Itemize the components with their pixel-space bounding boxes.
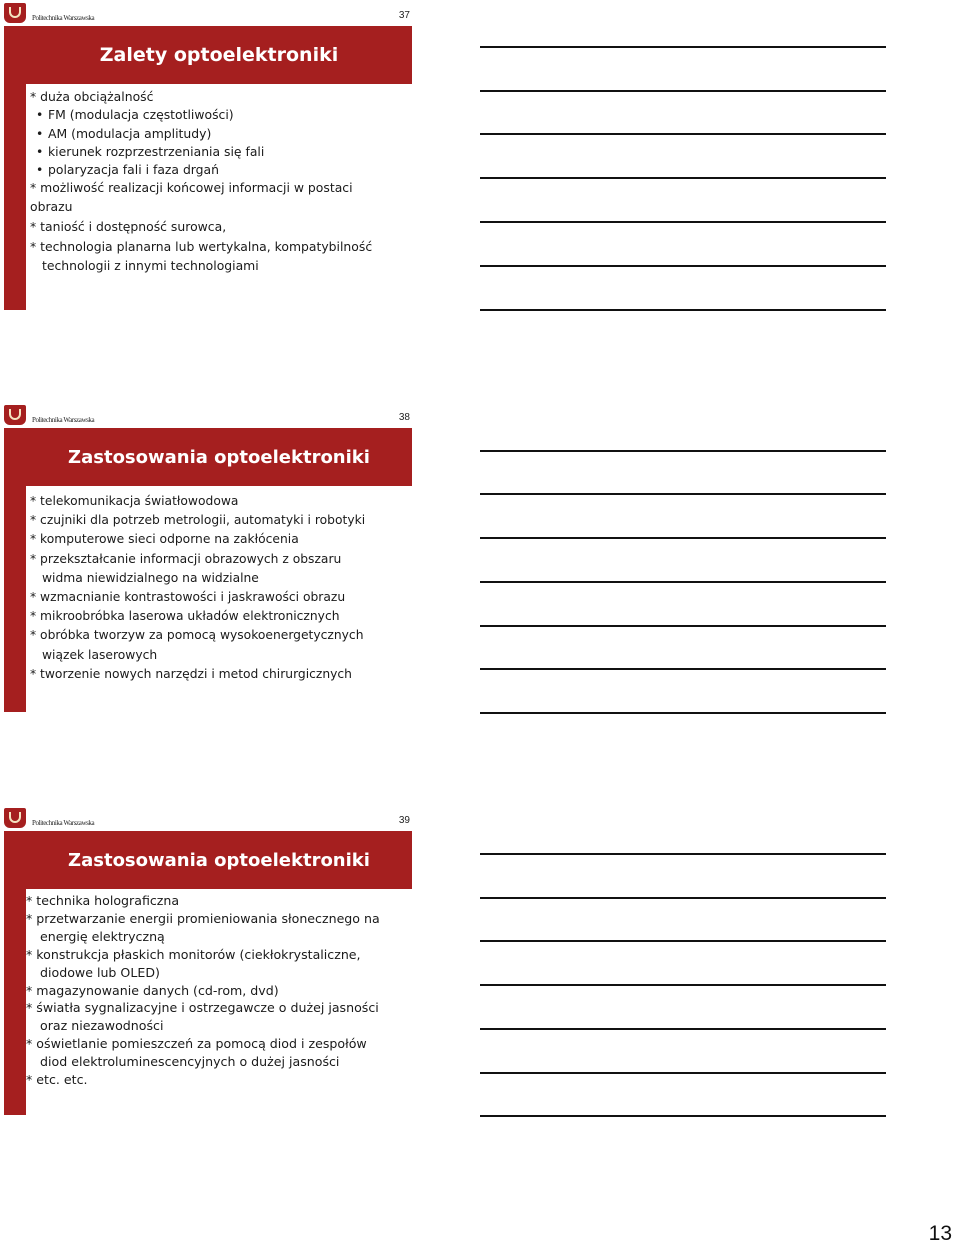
- university-label: Politechnika Warszawska: [32, 416, 95, 424]
- note-line: [480, 1028, 886, 1030]
- slide-39: [4, 807, 412, 1115]
- slide-content: [30, 88, 410, 275]
- note-line: [480, 897, 886, 899]
- slide-number: 38: [398, 412, 410, 423]
- note-line: [480, 581, 886, 583]
- content-line: diodowe lub OLED): [40, 964, 160, 980]
- content-line: * technika holograficzna: [26, 893, 180, 908]
- content-line: * konstrukcja płaskich monitorów (ciekłokrystaliczne,: [26, 946, 361, 962]
- content-line: * tworzenie nowych narzędzi i metod chirurgicznych: [30, 666, 352, 681]
- note-line: [480, 493, 886, 495]
- university-label: Politechnika Warszawska: [32, 14, 95, 22]
- note-line: [480, 450, 886, 452]
- content-bullet: • AM (modulacja amplitudy): [30, 125, 410, 143]
- content-line: technologii z innymi technologiami: [42, 257, 259, 273]
- note-line: [480, 1115, 886, 1117]
- content-line: * wzmacnianie kontrastowości i jaskrawości obrazu: [30, 590, 346, 605]
- content-line: wiązek laserowych: [42, 647, 158, 662]
- note-line: [480, 853, 886, 855]
- university-logo-icon: [4, 3, 26, 23]
- content-line: * telekomunikacja światłowodowa: [30, 494, 239, 508]
- slide-title: Zalety optoelektroniki: [26, 26, 412, 84]
- slide-side-bar: [4, 428, 26, 712]
- content-line: * komputerowe sieci odporne na zakłócenia: [30, 532, 299, 547]
- slide-38: [4, 404, 412, 712]
- university-logo-icon: [4, 808, 26, 828]
- slide-side-bar: [4, 26, 26, 310]
- slide-content: [30, 492, 410, 684]
- content-line: * oświetlanie pomieszczeń za pomocą diod i zespołów: [26, 1036, 367, 1052]
- content-line: * mikroobróbka laserowa układów elektronicznych: [30, 609, 340, 624]
- content-bullet: • FM (modulacja częstotliwości): [30, 106, 410, 124]
- content-bullet: • kierunek rozprzestrzeniania się fali: [30, 143, 410, 161]
- content-line: * etc. etc.: [26, 1072, 88, 1088]
- content-line: obrazu: [30, 198, 73, 214]
- note-line: [480, 625, 886, 627]
- content-line: diod elektroluminescencyjnych o dużej jasności: [40, 1054, 340, 1070]
- slide-title: Zastosowania optoelektroniki: [26, 831, 412, 889]
- university-label: Politechnika Warszawska: [32, 819, 95, 827]
- slide-content: [26, 892, 410, 1089]
- content-line: * taniość i dostępność surowca,: [30, 219, 227, 235]
- content-line: * przekształcanie informacji obrazowych z obszaru: [30, 551, 342, 566]
- slide-side-bar: [4, 831, 26, 1115]
- content-line: * duża obciążalność: [30, 89, 154, 104]
- content-line: * możliwość realizacji końcowej informacji w postaci: [30, 180, 353, 196]
- slide-title: Zastosowania optoelektroniki: [26, 428, 412, 486]
- content-line: * technologia planarna lub wertykalna, kompatybilność: [30, 239, 373, 255]
- note-line: [480, 712, 886, 714]
- slide-number: 39: [398, 815, 410, 826]
- page-number: 13: [928, 1222, 952, 1245]
- content-line: * czujniki dla potrzeb metrologii, automatyki i robotyki: [30, 513, 366, 528]
- content-line: * magazynowanie danych (cd-rom, dvd): [26, 982, 279, 998]
- content-line: energię elektryczną: [40, 928, 165, 944]
- content-bullet: • polaryzacja fali i faza drgań: [30, 161, 410, 179]
- note-line: [480, 984, 886, 986]
- note-line: [480, 537, 886, 539]
- note-line: [480, 90, 886, 92]
- note-line: [480, 133, 886, 135]
- content-line: widma niewidzialnego na widzialne: [42, 570, 259, 585]
- note-line: [480, 940, 886, 942]
- note-line: [480, 221, 886, 223]
- note-line: [480, 177, 886, 179]
- note-line: [480, 1072, 886, 1074]
- content-line: oraz niezawodności: [40, 1018, 164, 1034]
- note-line: [480, 309, 886, 311]
- slide-number: 37: [398, 10, 410, 21]
- note-line: [480, 46, 886, 48]
- note-line: [480, 265, 886, 267]
- content-line: * przetwarzanie energii promieniowania słonecznego na: [26, 910, 380, 926]
- slide-37: [4, 2, 412, 310]
- note-line: [480, 668, 886, 670]
- university-logo-icon: [4, 405, 26, 425]
- content-line: * obróbka tworzyw za pomocą wysokoenergetycznych: [30, 628, 364, 643]
- content-line: * światła sygnalizacyjne i ostrzegawcze o dużej jasności: [26, 1000, 379, 1016]
